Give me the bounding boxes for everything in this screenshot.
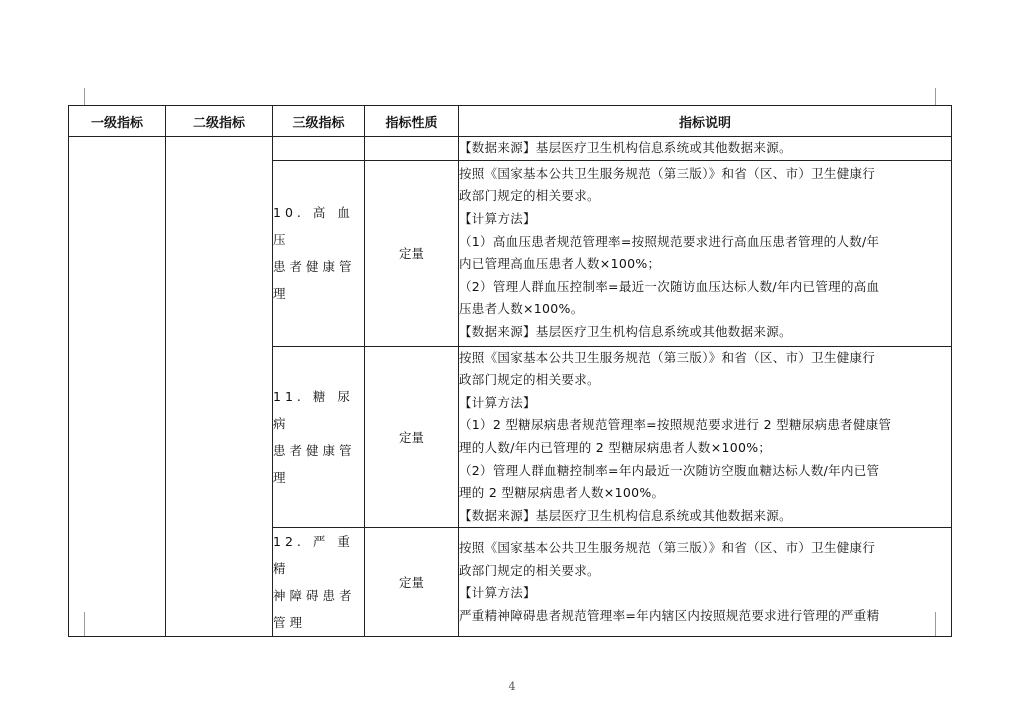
description-line: 【数据来源】基层医疗卫生机构信息系统或其他数据来源。 bbox=[459, 507, 792, 523]
level3-text: 患者健康管 bbox=[273, 259, 356, 275]
level3-text: 10. 高 血 压 bbox=[273, 205, 354, 248]
level3-text: 11. 糖 尿 病 bbox=[273, 388, 354, 431]
description-line: 按照《国家基本公共卫生服务规范（第三版）》和省（区、市）卫生健康行 bbox=[459, 540, 876, 556]
description-cell bbox=[459, 346, 952, 528]
description-line: （2）管理人群血压控制率=最近一次随访血压达标人数/年内已管理的高血 bbox=[459, 278, 880, 294]
level3-cell-empty bbox=[273, 137, 365, 161]
header-level2: 二级指标 bbox=[166, 106, 273, 137]
description-line: 【计算方法】 bbox=[459, 585, 536, 601]
header-nature: 指标性质 bbox=[365, 106, 459, 137]
description-line: 按照《国家基本公共卫生服务规范（第三版）》和省（区、市）卫生健康行 bbox=[459, 165, 876, 181]
description-line: 政部门规定的相关要求。 bbox=[459, 562, 600, 578]
level3-cell bbox=[273, 346, 365, 528]
nature-cell-empty bbox=[365, 137, 459, 161]
table-row-continuation bbox=[69, 137, 952, 161]
description-line: 理的人数/年内已管理的 2 型糖尿病患者人数×100%； bbox=[459, 439, 772, 455]
description-line: 【计算方法】 bbox=[459, 394, 536, 410]
level3-text: 神障碍患者 bbox=[273, 588, 356, 604]
description-line: 压患者人数×100%。 bbox=[459, 301, 584, 317]
level3-cell bbox=[273, 160, 365, 346]
description-line: 按照《国家基本公共卫生服务规范（第三版）》和省（区、市）卫生健康行 bbox=[459, 349, 876, 365]
description-cell bbox=[459, 137, 952, 161]
header-level1: 一级指标 bbox=[69, 106, 166, 137]
description-line: 【数据来源】基层医疗卫生机构信息系统或其他数据来源。 bbox=[459, 140, 792, 155]
crop-mark-top-right-v bbox=[935, 88, 936, 106]
nature-cell: 定量 bbox=[365, 528, 459, 637]
description-line: 【计算方法】 bbox=[459, 210, 536, 226]
description-line: （1）2 型糖尿病患者规范管理率=按照规范要求进行 2 型糖尿病患者健康管 bbox=[459, 417, 892, 433]
level3-text: 管理 bbox=[273, 615, 307, 631]
header-description: 指标说明 bbox=[459, 106, 952, 137]
description-line: 【数据来源】基层医疗卫生机构信息系统或其他数据来源。 bbox=[459, 323, 792, 339]
description-line: 政部门规定的相关要求。 bbox=[459, 188, 600, 204]
description-line: 政部门规定的相关要求。 bbox=[459, 372, 600, 388]
description-line: （2）管理人群血糖控制率=年内最近一次随访空腹血糖达标人数/年内已管 bbox=[459, 462, 880, 478]
level3-text: 12. 严 重 精 bbox=[273, 534, 354, 577]
page-number: 4 bbox=[508, 680, 516, 693]
level3-text: 理 bbox=[273, 286, 290, 302]
level3-text: 患者健康管 bbox=[273, 442, 356, 458]
level1-cell bbox=[69, 137, 166, 637]
description-line: 严重精神障碍患者规范管理率=年内辖区内按照规范要求进行管理的严重精 bbox=[459, 607, 880, 623]
table-header-row bbox=[69, 106, 952, 137]
description-cell bbox=[459, 528, 952, 637]
header-level3: 三级指标 bbox=[273, 106, 365, 137]
description-line: 理的 2 型糖尿病患者人数×100%。 bbox=[459, 485, 665, 501]
nature-cell: 定量 bbox=[365, 346, 459, 528]
nature-cell: 定量 bbox=[365, 160, 459, 346]
crop-mark-top-left-v bbox=[84, 88, 85, 106]
description-line: 内已管理高血压患者人数×100%； bbox=[459, 256, 661, 272]
indicator-table bbox=[68, 105, 952, 637]
level2-cell bbox=[166, 137, 273, 637]
description-line: （1）高血压患者规范管理率=按照规范要求进行高血压患者管理的人数/年 bbox=[459, 233, 880, 249]
level3-cell bbox=[273, 528, 365, 637]
description-cell bbox=[459, 160, 952, 346]
level3-text: 理 bbox=[273, 469, 290, 485]
